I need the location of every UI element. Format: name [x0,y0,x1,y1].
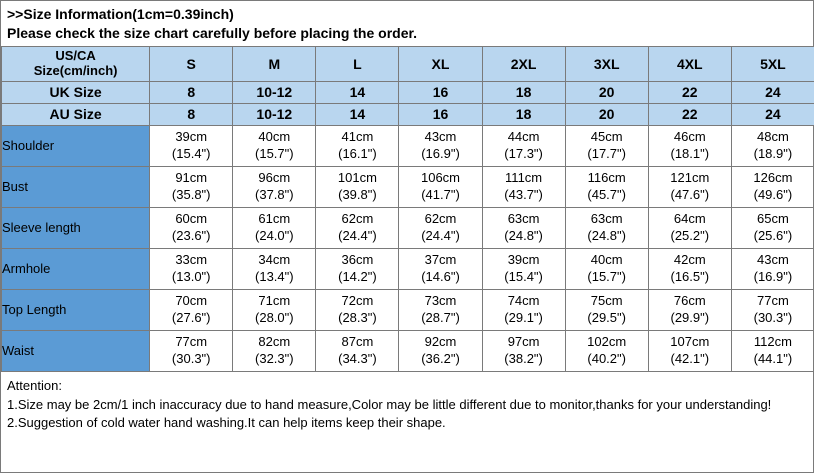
measurement-cell: 40cm (15.7") [233,125,316,166]
measurement-cell: 45cm (17.7") [565,125,648,166]
measurement-cell: 73cm (28.7") [399,289,482,330]
measurement-cell: 82cm (32.3") [233,330,316,371]
measurement-cell: 43cm (16.9") [731,248,814,289]
measurement-cell: 111cm (43.7") [482,166,565,207]
measurement-cell: 77cm (30.3") [150,330,233,371]
measurement-cell: 33cm (13.0") [150,248,233,289]
measurement-cell: 112cm (44.1") [731,330,814,371]
measurement-cell: 39cm (15.4") [150,125,233,166]
measurement-cell: 43cm (16.9") [399,125,482,166]
column-header-2xl: 2XL [482,46,565,81]
corner-label-line1: US/CA [55,47,96,63]
row-label-bust: Bust [2,166,150,207]
uk-size-value: 18 [482,81,565,103]
column-header-m: M [233,46,316,81]
measurement-cell: 92cm (36.2") [399,330,482,371]
row-label-top-length: Top Length [2,289,150,330]
attention-title: Attention: [7,377,62,393]
measurement-cell: 48cm (18.9") [731,125,814,166]
table-row-au-size [2,103,814,125]
measurement-cell: 76cm (29.9") [648,289,731,330]
au-size-value: 16 [399,103,482,125]
table-row [2,330,814,371]
uk-size-value: 8 [150,81,233,103]
measurement-cell: 40cm (15.7") [565,248,648,289]
measurement-cell: 60cm (23.6") [150,207,233,248]
measurement-cell: 46cm (18.1") [648,125,731,166]
measurement-cell: 64cm (25.2") [648,207,731,248]
au-size-value: 24 [731,103,814,125]
measurement-cell: 72cm (28.3") [316,289,399,330]
attention-note-2: 2.Suggestion of cold water hand washing.It can help items keep their shape. [7,415,446,431]
measurement-cell: 34cm (13.4") [233,248,316,289]
header-block [1,1,813,46]
row-label-waist: Waist [2,330,150,371]
uk-size-value: 10-12 [233,81,316,103]
column-header-5xl: 5XL [731,46,814,81]
measurement-cell: 107cm (42.1") [648,330,731,371]
measurement-cell: 39cm (15.4") [482,248,565,289]
row-label-shoulder: Shoulder [2,125,150,166]
table-row [2,207,814,248]
measurement-cell: 44cm (17.3") [482,125,565,166]
uk-size-value: 14 [316,81,399,103]
au-size-label: AU Size [2,103,150,125]
measurement-cell: 36cm (14.2") [316,248,399,289]
au-size-value: 20 [565,103,648,125]
measurement-cell: 126cm (49.6") [731,166,814,207]
uk-size-value: 24 [731,81,814,103]
measurement-cell: 87cm (34.3") [316,330,399,371]
uk-size-value: 22 [648,81,731,103]
measurement-cell: 62cm (24.4") [399,207,482,248]
row-label-sleeve-length: Sleeve length [2,207,150,248]
measurement-cell: 42cm (16.5") [648,248,731,289]
uk-size-value: 20 [565,81,648,103]
measurement-cell: 75cm (29.5") [565,289,648,330]
measurement-cell: 121cm (47.6") [648,166,731,207]
corner-label-line2: Size(cm/inch) [33,62,118,78]
measurement-cell: 101cm (39.8") [316,166,399,207]
column-header-s: S [150,46,233,81]
size-chart-notice: Please check the size chart carefully before placing the order. [7,24,418,41]
table-row-uk-size [2,81,814,103]
size-chart-table [1,46,814,372]
size-information-title: >>Size Information(1cm=0.39inch) [7,6,234,22]
measurement-cell: 41cm (16.1") [316,125,399,166]
measurement-cell: 62cm (24.4") [316,207,399,248]
table-row [2,248,814,289]
measurement-cell: 71cm (28.0") [233,289,316,330]
column-header-3xl: 3XL [565,46,648,81]
measurement-cell: 61cm (24.0") [233,207,316,248]
measurement-cell: 63cm (24.8") [565,207,648,248]
measurement-cell: 63cm (24.8") [482,207,565,248]
column-header-4xl: 4XL [648,46,731,81]
au-size-value: 22 [648,103,731,125]
attention-note-1: 1.Size may be 2cm/1 inch inaccuracy due to hand measure,Color may be little different due to monitor,thanks for your understanding! [7,396,772,412]
measurement-cell: 77cm (30.3") [731,289,814,330]
column-header-xl: XL [399,46,482,81]
uk-size-label: UK Size [2,81,150,103]
table-row-size-header [2,46,814,81]
au-size-value: 10-12 [233,103,316,125]
measurement-cell: 96cm (37.8") [233,166,316,207]
measurement-cell: 106cm (41.7") [399,166,482,207]
measurement-cell: 70cm (27.6") [150,289,233,330]
table-row [2,289,814,330]
table-row [2,166,814,207]
measurement-cell: 116cm (45.7") [565,166,648,207]
attention-block [1,372,813,472]
au-size-value: 18 [482,103,565,125]
measurement-cell: 74cm (29.1") [482,289,565,330]
measurement-cell: 102cm (40.2") [565,330,648,371]
corner-label-cell [2,46,150,81]
measurement-cell: 37cm (14.6") [399,248,482,289]
column-header-l: L [316,46,399,81]
au-size-value: 14 [316,103,399,125]
uk-size-value: 16 [399,81,482,103]
table-row [2,125,814,166]
row-label-armhole: Armhole [2,248,150,289]
measurement-cell: 97cm (38.2") [482,330,565,371]
measurement-cell: 65cm (25.6") [731,207,814,248]
au-size-value: 8 [150,103,233,125]
measurement-cell: 91cm (35.8") [150,166,233,207]
